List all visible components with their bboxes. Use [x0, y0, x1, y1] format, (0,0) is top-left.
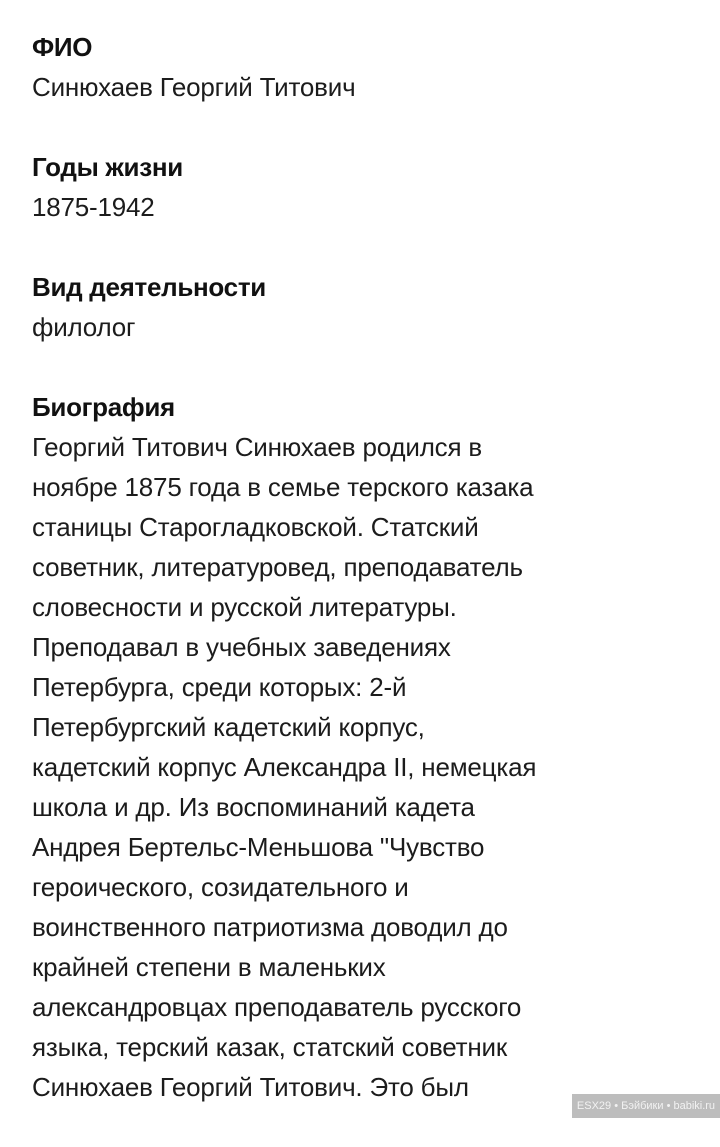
biography-line: словесности и русской литературы. — [32, 592, 457, 622]
biography-line: кадетский корпус Александра II, немецкая — [32, 752, 537, 782]
biography-line: героического, созидательного и — [32, 872, 409, 902]
biography-line: Андрея Бертельс-Меньшова "Чувство — [32, 832, 485, 862]
biography-line: Петербургский кадетский корпус, — [32, 712, 425, 742]
section-biography — [32, 387, 710, 1107]
name-label: ФИО — [32, 32, 93, 62]
years-value: 1875-1942 — [32, 192, 155, 222]
occupation-value: филолог — [32, 312, 136, 342]
occupation-label: Вид деятельности — [32, 272, 266, 302]
biography-line: ноябре 1875 года в семье терского казака — [32, 472, 534, 502]
biography-line: воинственного патриотизма доводил до — [32, 912, 508, 942]
years-label: Годы жизни — [32, 152, 183, 182]
biography-line: Синюхаев Георгий Титович. Это был — [32, 1072, 469, 1102]
biography-line: Петербурга, среди которых: 2-й — [32, 672, 407, 702]
biography-line: крайней степени в маленьких — [32, 952, 386, 982]
biography-line: Преподавал в учебных заведениях — [32, 632, 451, 662]
watermark: ESX29 • Бэйбики • babiki.ru — [572, 1094, 720, 1118]
section-name — [32, 27, 710, 107]
biography-line: александровцах преподаватель русского — [32, 992, 522, 1022]
biography-label: Биография — [32, 392, 175, 422]
section-occupation — [32, 267, 710, 347]
biography-line: Георгий Титович Синюхаев родился в — [32, 432, 482, 462]
profile-card — [32, 27, 710, 1147]
biography-line: станицы Старогладковской. Статский — [32, 512, 479, 542]
biography-text — [32, 427, 710, 1107]
section-years — [32, 147, 710, 227]
biography-line: школа и др. Из воспоминаний кадета — [32, 792, 475, 822]
biography-line: языка, терский казак, статский советник — [32, 1032, 508, 1062]
name-value: Синюхаев Георгий Титович — [32, 72, 356, 102]
biography-line: советник, литературовед, преподаватель — [32, 552, 523, 582]
